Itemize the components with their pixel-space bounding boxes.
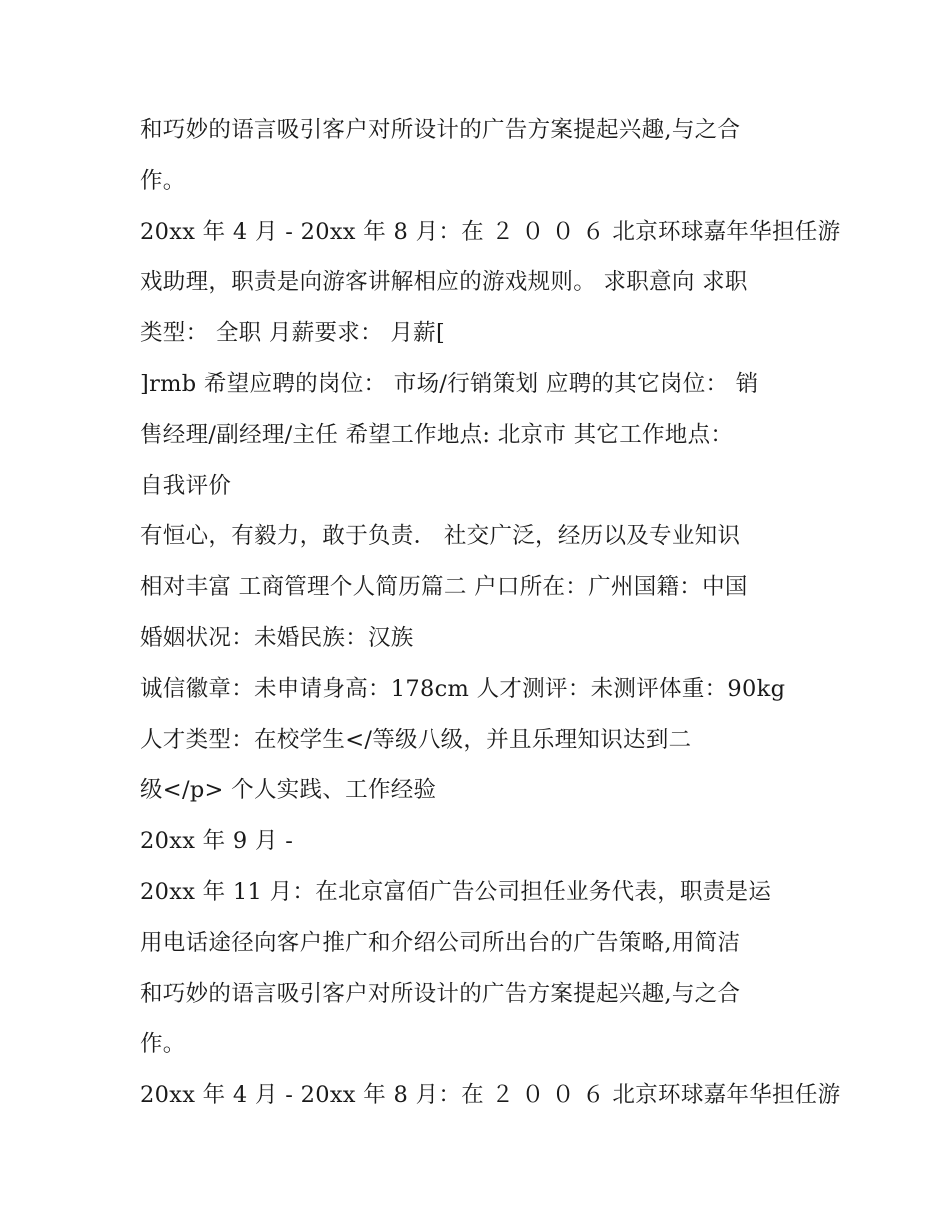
text-line: 20xx 年 11 月：在北京富佰广告公司担任业务代表，职责是运 [140,878,772,905]
text-line: 戏助理，职责是向游客讲解相应的游戏规则。 求职意向 求职 [140,269,748,296]
text-line: 和巧妙的语言吸引客户对所设计的广告方案提起兴趣,与之合 [140,117,741,143]
text-line: 20xx 年 9 月 - [140,828,294,855]
text-line: 20xx 年 4 月 - 20xx 年 8 月：在 ２ ０ ０ ６ 北京环球嘉年华担任游 [140,1082,841,1109]
text-line: 有恒心，有毅力，敢于负责． 社交广泛，经历以及专业知识 [140,523,741,550]
text-line: 类型： 全职 月薪要求： 月薪[ [140,320,446,347]
text-line: 诚信徽章：未申请身高：178cm 人才测评：未测评体重：90kg [140,675,786,702]
text-line: 相对丰富 工商管理个人简历篇二 户口所在：广州国籍：中国 [140,574,748,601]
text-line: ]rmb 希望应聘的岗位： 市场/行销策划 应聘的其它岗位： 销 [140,370,759,397]
document-body [140,105,841,1121]
text-line: 20xx 年 4 月 - 20xx 年 8 月：在 ２ ０ ０ ６ 北京环球嘉年华担任游 [140,218,841,245]
text-line: 售经理/副经理/主任 希望工作地点: 北京市 其它工作地点： [140,421,734,448]
text-line: 用电话途径向客户推广和介绍公司所出台的广告策略,用简洁 [140,929,741,956]
text-line: 和巧妙的语言吸引客户对所设计的广告方案提起兴趣,与之合 [140,980,741,1007]
text-line: 婚姻状况：未婚民族：汉族 [140,624,414,651]
text-line: 作。 [140,1031,186,1058]
text-line: 人才类型：在校学生</等级八级，并且乐理知识达到二 [140,726,692,753]
text-line: 级</p> 个人实践、工作经验 [140,777,437,804]
section-heading: 自我评价 [140,472,232,499]
text-line: 作。 [140,167,186,194]
